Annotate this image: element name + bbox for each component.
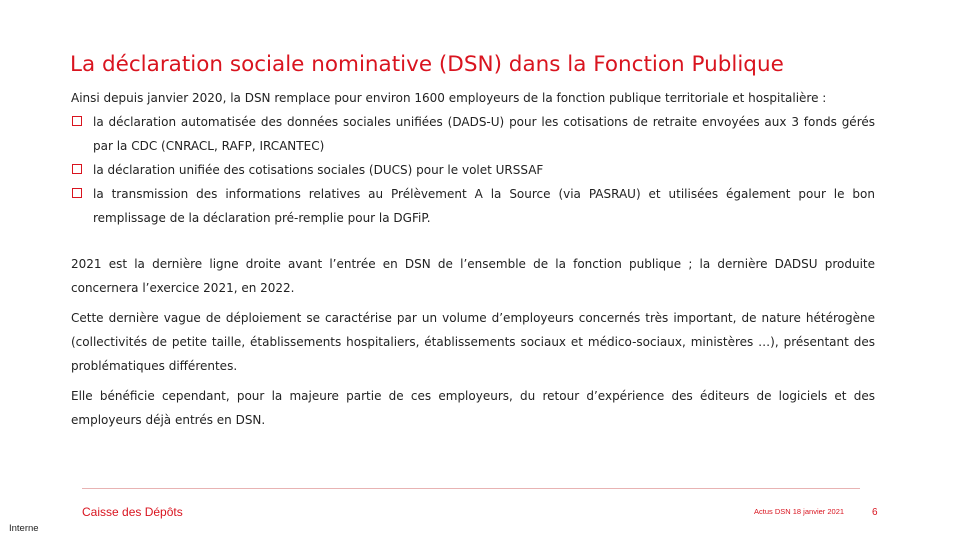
bullet-text: la transmission des informations relatives au Prélèvement A la Source (via PASRAU) et utilisées également pour le bon remplissage de la déclaration pré-remplie pour la DGFiP.	[93, 187, 875, 225]
list-item	[71, 110, 875, 158]
classification-label: Interne	[9, 523, 39, 534]
bullet-text: la déclaration automatisée des données sociales unifiées (DADS-U) pour les cotisations de retraite envoyées aux 3 fonds gérés par la CDC (CNRACL, RAFP, IRCANTEC)	[93, 115, 875, 153]
slide-body	[71, 86, 875, 432]
brand-logo-text: Caisse des Dépôts	[82, 505, 183, 519]
paragraph: Elle bénéficie cependant, pour la majeure partie de ces employeurs, du retour d’expérience des éditeurs de logiciels et des employeurs déjà entrés en DSN.	[71, 389, 875, 427]
intro-paragraph: Ainsi depuis janvier 2020, la DSN remplace pour environ 1600 employeurs de la fonction publique territoriale et hospitalière :	[71, 91, 827, 105]
list-item	[71, 182, 875, 230]
square-bullet-icon	[72, 116, 82, 126]
square-bullet-icon	[72, 164, 82, 174]
footer-divider	[82, 488, 860, 489]
paragraph: Cette dernière vague de déploiement se caractérise par un volume d’employeurs concernés très important, de nature hétérogène (collectivités de petite taille, établissements hospitaliers, établissements sociaux et médico-sociaux, ministères …), présentant des problématiques différentes.	[71, 311, 875, 373]
page-number: 6	[872, 507, 878, 518]
paragraph: 2021 est la dernière ligne droite avant l’entrée en DSN de l’ensemble de la fonction publique ; la dernière DADSU produite concernera l’exercice 2021, en 2022.	[71, 257, 875, 295]
square-bullet-icon	[72, 188, 82, 198]
footer-note: Actus DSN 18 janvier 2021	[754, 507, 845, 516]
bullet-list	[71, 110, 875, 230]
list-item	[71, 158, 875, 182]
bullet-text: la déclaration unifiée des cotisations sociales (DUCS) pour le volet URSSAF	[93, 163, 544, 177]
slide-title: La déclaration sociale nominative (DSN) dans la Fonction Publique	[70, 52, 784, 77]
